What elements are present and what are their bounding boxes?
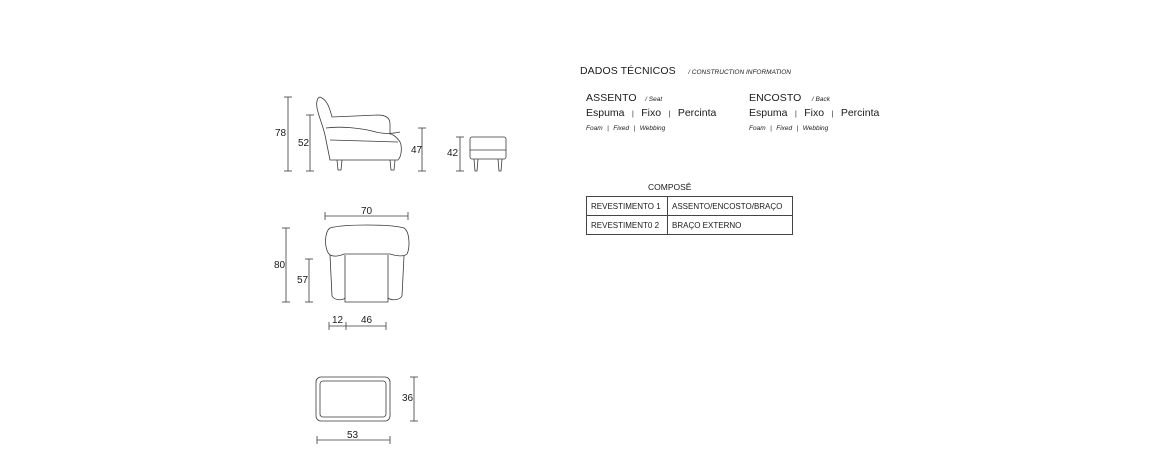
separator: | bbox=[631, 111, 634, 118]
back-opt-2: Fixo bbox=[804, 107, 825, 119]
seat-en-3: Webbing bbox=[639, 125, 666, 132]
seat-en-1: Foam bbox=[586, 125, 603, 132]
back-opt-1: Espuma bbox=[749, 107, 788, 119]
dim-side-total-height: 78 bbox=[275, 128, 287, 139]
tech-header bbox=[580, 61, 791, 79]
seat-en-row bbox=[586, 117, 665, 135]
dim-side-back-height: 52 bbox=[298, 138, 310, 149]
dim-top-width: 70 bbox=[361, 206, 373, 217]
seat-en-2: Fixed bbox=[613, 125, 630, 132]
composition-row-1-name: REVESTIMENTO 1 bbox=[587, 197, 668, 216]
table-row bbox=[587, 197, 793, 216]
seat-opt-1: Espuma bbox=[586, 107, 625, 119]
separator: | bbox=[607, 125, 609, 132]
back-opt-3: Percinta bbox=[840, 107, 880, 119]
ottoman-side-view bbox=[470, 137, 506, 171]
dim-top-arm-width: 12 bbox=[332, 315, 344, 326]
dim-ottoman-depth: 36 bbox=[402, 393, 414, 404]
back-en-2: Fixed bbox=[776, 125, 793, 132]
seat-label: ASSENTO bbox=[586, 92, 637, 104]
composition-row-1-value: ASSENTO/ENCOSTO/BRAÇO bbox=[668, 197, 793, 216]
separator: | bbox=[794, 111, 797, 118]
separator: | bbox=[831, 111, 834, 118]
back-en-3: Webbing bbox=[802, 125, 829, 132]
seat-opt-2: Fixo bbox=[641, 107, 662, 119]
tech-title-sub: / CONSTRUCTION INFORMATION bbox=[688, 69, 791, 76]
composition-table bbox=[586, 196, 793, 235]
back-label: ENCOSTO bbox=[749, 92, 802, 104]
armchair-side-view bbox=[317, 97, 402, 170]
composition-row-2-name: REVESTIMENT0 2 bbox=[587, 216, 668, 235]
armchair-top-view bbox=[326, 225, 409, 302]
seat-opt-3: Percinta bbox=[677, 107, 717, 119]
separator: | bbox=[796, 125, 799, 132]
dim-top-seat-width: 46 bbox=[361, 315, 373, 326]
seat-label-sub: / Seat bbox=[645, 96, 663, 103]
separator: | bbox=[668, 111, 671, 118]
separator: | bbox=[770, 125, 772, 132]
back-en-row bbox=[749, 117, 828, 135]
dim-ottoman-width: 53 bbox=[347, 430, 359, 441]
back-en-1: Foam bbox=[749, 125, 766, 132]
table-row bbox=[587, 216, 793, 235]
dim-top-seat-depth: 57 bbox=[297, 275, 309, 286]
back-label-sub: / Back bbox=[811, 96, 830, 103]
tech-title: DADOS TÉCNICOS bbox=[580, 65, 676, 77]
dim-top-depth: 80 bbox=[274, 260, 286, 271]
ottoman-top-view bbox=[316, 377, 390, 421]
dim-side-arm-height: 47 bbox=[411, 145, 423, 156]
composition-row-2-value: BRAÇO EXTERNO bbox=[668, 216, 793, 235]
separator: | bbox=[633, 125, 636, 132]
composition-title: COMPOSÊ bbox=[648, 182, 692, 192]
dim-ottoman-height: 42 bbox=[447, 148, 459, 159]
ottoman-dimension-lines bbox=[317, 377, 418, 444]
